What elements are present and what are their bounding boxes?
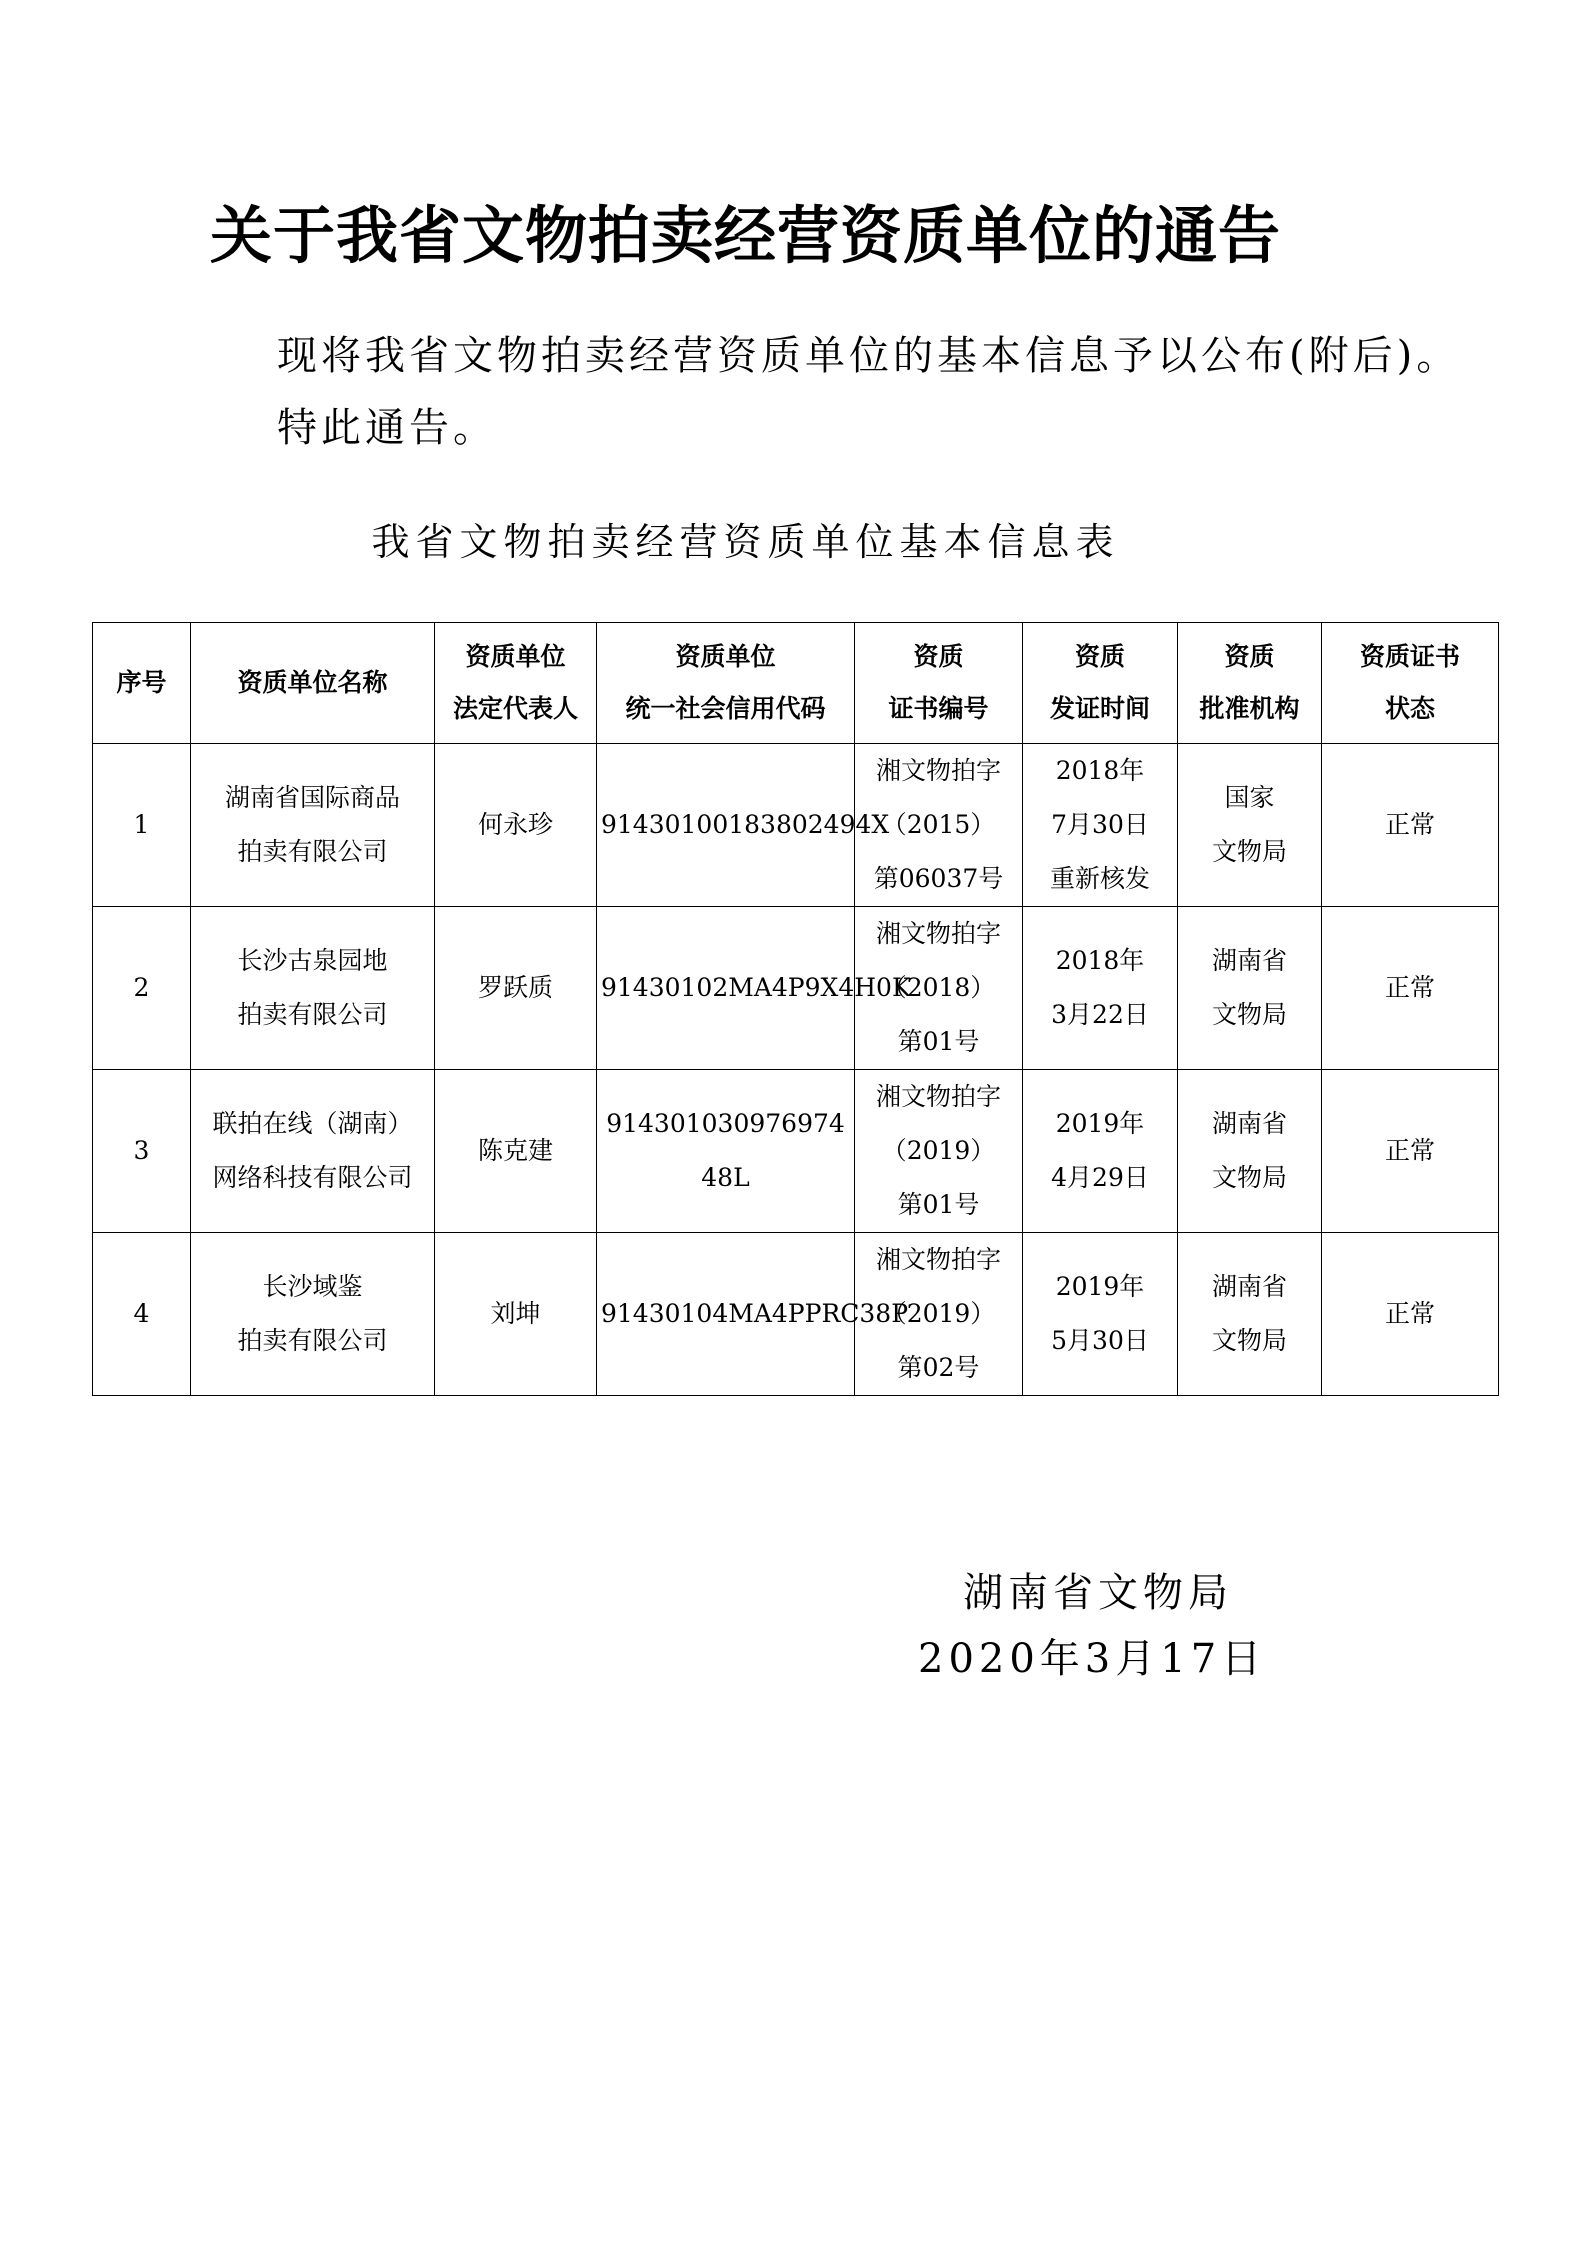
header-unit-name: 资质单位名称 — [191, 623, 435, 744]
table-row — [93, 1070, 1499, 1233]
table-row — [93, 744, 1499, 907]
cell-approving-authority: 湖南省 文物局 — [1178, 1233, 1322, 1396]
table-caption: 我省文物拍卖经营资质单位基本信息表 — [371, 520, 1120, 564]
cell-approving-authority: 湖南省 文物局 — [1178, 907, 1322, 1070]
cell-issue-date: 2018年 7月30日 重新核发 — [1023, 744, 1178, 907]
cell-unit-name: 湖南省国际商品 拍卖有限公司 — [191, 744, 435, 907]
cell-certificate-number: 湘文物拍字 （2019） 第02号 — [855, 1233, 1023, 1396]
cell-certificate-number: 湘文物拍字 （2019） 第01号 — [855, 1070, 1023, 1233]
cell-certificate-status: 正常 — [1322, 1070, 1499, 1233]
cell-unit-name: 长沙古泉园地 拍卖有限公司 — [191, 907, 435, 1070]
cell-index: 2 — [93, 907, 191, 1070]
table-row — [93, 1233, 1499, 1396]
cell-legal-representative: 何永珍 — [435, 744, 597, 907]
document-title: 关于我省文物拍卖经营资质单位的通告 — [209, 199, 1281, 272]
cell-credit-code: 91430102MA4P9X4H0K — [597, 907, 855, 1070]
cell-credit-code: 91430104MA4PPRC38P — [597, 1233, 855, 1396]
cell-credit-code: 91430100183802494X — [597, 744, 855, 907]
cell-issue-date: 2018年 3月22日 — [1023, 907, 1178, 1070]
header-certificate-status: 资质证书 状态 — [1322, 623, 1499, 744]
cell-certificate-status: 正常 — [1322, 907, 1499, 1070]
signature-block — [918, 1560, 1358, 1692]
qualification-info-table — [92, 622, 1499, 1396]
cell-index: 4 — [93, 1233, 191, 1396]
header-certificate-number: 资质 证书编号 — [855, 623, 1023, 744]
cell-index: 3 — [93, 1070, 191, 1233]
header-legal-representative: 资质单位 法定代表人 — [435, 623, 597, 744]
cell-issue-date: 2019年 5月30日 — [1023, 1233, 1178, 1396]
cell-certificate-status: 正常 — [1322, 1233, 1499, 1396]
cell-issue-date: 2019年 4月29日 — [1023, 1070, 1178, 1233]
cell-certificate-number: 湘文物拍字 （2018） 第01号 — [855, 907, 1023, 1070]
cell-legal-representative: 陈克建 — [435, 1070, 597, 1233]
header-index: 序号 — [93, 623, 191, 744]
table-row — [93, 907, 1499, 1070]
header-issue-date: 资质 发证时间 — [1023, 623, 1178, 744]
issue-date: 2020年3月17日 — [918, 1636, 1267, 1682]
closing-phrase: 特此通告。 — [277, 405, 497, 451]
cell-credit-code: 914301030976974 48L — [597, 1070, 855, 1233]
cell-legal-representative: 罗跃质 — [435, 907, 597, 1070]
cell-index: 1 — [93, 744, 191, 907]
table-header-row — [93, 623, 1499, 744]
cell-certificate-number: 湘文物拍字 （2015） 第06037号 — [855, 744, 1023, 907]
cell-unit-name: 长沙域鉴 拍卖有限公司 — [191, 1233, 435, 1396]
issuing-organization: 湖南省文物局 — [963, 1570, 1233, 1616]
intro-paragraph: 现将我省文物拍卖经营资质单位的基本信息予以公布(附后)。 — [277, 333, 1461, 379]
cell-approving-authority: 国家 文物局 — [1178, 744, 1322, 907]
cell-approving-authority: 湖南省 文物局 — [1178, 1070, 1322, 1233]
header-credit-code: 资质单位 统一社会信用代码 — [597, 623, 855, 744]
header-approving-authority: 资质 批准机构 — [1178, 623, 1322, 744]
cell-legal-representative: 刘坤 — [435, 1233, 597, 1396]
cell-certificate-status: 正常 — [1322, 744, 1499, 907]
cell-unit-name: 联拍在线（湖南） 网络科技有限公司 — [191, 1070, 435, 1233]
